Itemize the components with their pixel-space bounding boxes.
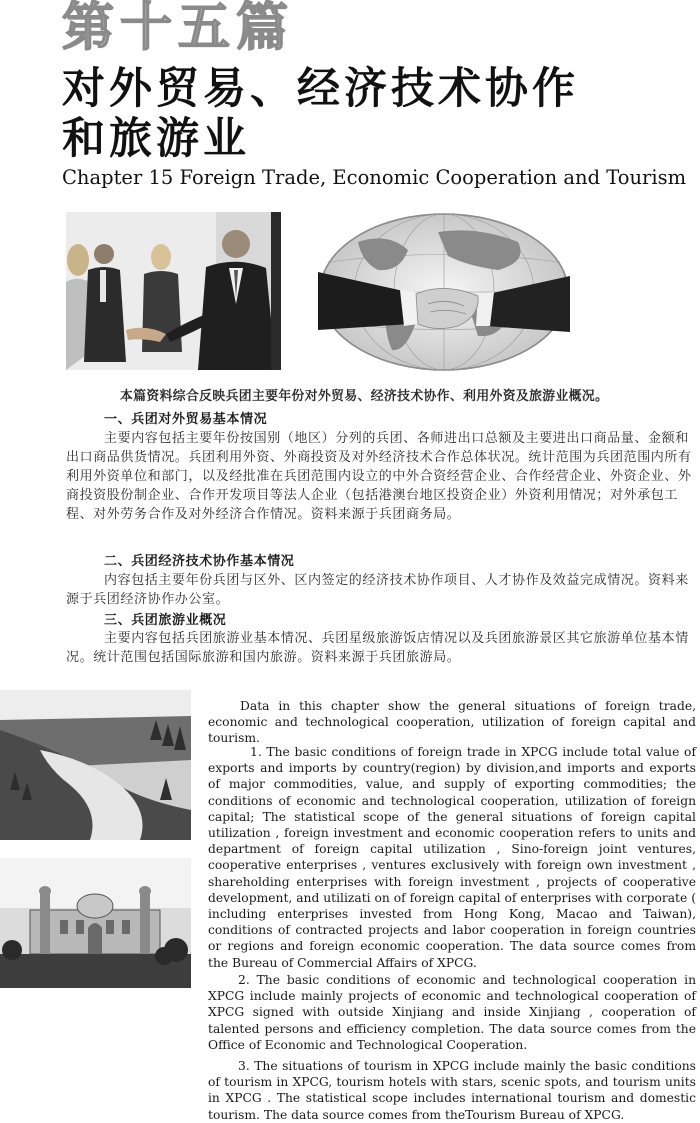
chinese-section-1-body: 主要内容包括主要年份按国别（地区）分列的兵团、各师进出口总额及主要进出口商品量、金额和出口商品供货情况。兵团利用外资、外商投资及对外经济技术合作总体状况。统计范围为兵团范围内所有利用外资单位和部门，以及经批准在兵团范围内设立的中外合资经营企业、合作经营企业、外资企业、外商投资股份制企业、合作开发项目等法人企业（包括港澳台地区投资企业）外资利用情况；对外承包工程、对外劳务合作及对外经济合作情况。资料来源于兵团商务局。 bbox=[66, 431, 692, 522]
chapter-title-line-2: 和旅游业 bbox=[62, 114, 250, 164]
english-paragraph-1: 1. The basic conditions of foreign trade in XPCG include total value of exports and imports by country(region) by division,and imports and exports of major commodities, value, and supply of exporting commodities; the conditions of economic and technological cooperation, utilization of foreign capital; The statistical scope of the general situations of foreign capital utilization , foreign investment and economic cooperation refers to units and department of foreign capital utilization , Sino-foreign joint ventures, cooperative enterprises , ventures exclusively with foreign own investment , shareholding enterprises with foreign investment , projects of cooperative development, and utilizati on of foreign capital of enterprises with corporate ( including enterprises invested from Hong Kong, Macao and Taiwan), conditions of contracted projects and labor cooperation in foreign countries or regions and foreign economic cooperation. The data source comes from the Bureau of Commercial Affairs of XPCG. bbox=[208, 745, 696, 970]
mosque-building-photo bbox=[0, 858, 191, 988]
chinese-section-2-body: 内容包括主要年份兵团与区外、区内签定的经济技术协作项目、人才协作及效益完成情况。资料来源于兵团经济协作办公室。 bbox=[66, 573, 689, 607]
english-paragraph-3: 3. The situations of tourism in XPCG include mainly the basic conditions of tourism in XPCG, tourism hotels with stars, scenic spots, and tourism units in XPCG . The statistical scope includes international tourism and domestic tourism. The data source comes from theTourism Bureau of XPCG. bbox=[208, 1059, 696, 1122]
handshake-world-map-image bbox=[318, 212, 570, 372]
english-chapter-title: Chapter 15 Foreign Trade, Economic Cooperation and Tourism bbox=[62, 166, 687, 189]
chinese-section-3-body: 主要内容包括兵团旅游业基本情况、兵团星级旅游饭店情况以及兵团旅游景区其它旅游单位基本情况。统计范围包括国际旅游和国内旅游。资料来源于兵团旅游局。 bbox=[66, 631, 689, 665]
english-intro: Data in this chapter show the general situations of foreign trade, economic and technological cooperation, utilization of foreign capital and tourism. bbox=[208, 699, 696, 746]
chinese-section-1-heading: 一、兵团对外贸易基本情况 bbox=[104, 412, 268, 427]
chapter-title-line-1: 对外贸易、经济技术协作 bbox=[62, 64, 579, 114]
chinese-intro: 本篇资料综合反映兵团主要年份对外贸易、经济技术协作、利用外资及旅游业概况。 bbox=[120, 389, 609, 404]
english-paragraph-2: 2. The basic conditions of economic and technological cooperation in XPCG include mainly projects of economic and technological cooperation of XPCG signed with outside Xinjiang and inside Xinjiang , cooperation of talented persons and efficiency completion. The data source comes from the Office of Economic and Technological Cooperation. bbox=[208, 973, 696, 1052]
river-landscape-photo bbox=[0, 690, 191, 840]
business-handshake-photo bbox=[66, 212, 281, 370]
chinese-section-2-heading: 二、兵团经济技术协作基本情况 bbox=[104, 554, 295, 569]
part-label: 第十五篇 bbox=[62, 0, 295, 58]
chinese-section-3-heading: 三、兵团旅游业概况 bbox=[104, 613, 227, 628]
